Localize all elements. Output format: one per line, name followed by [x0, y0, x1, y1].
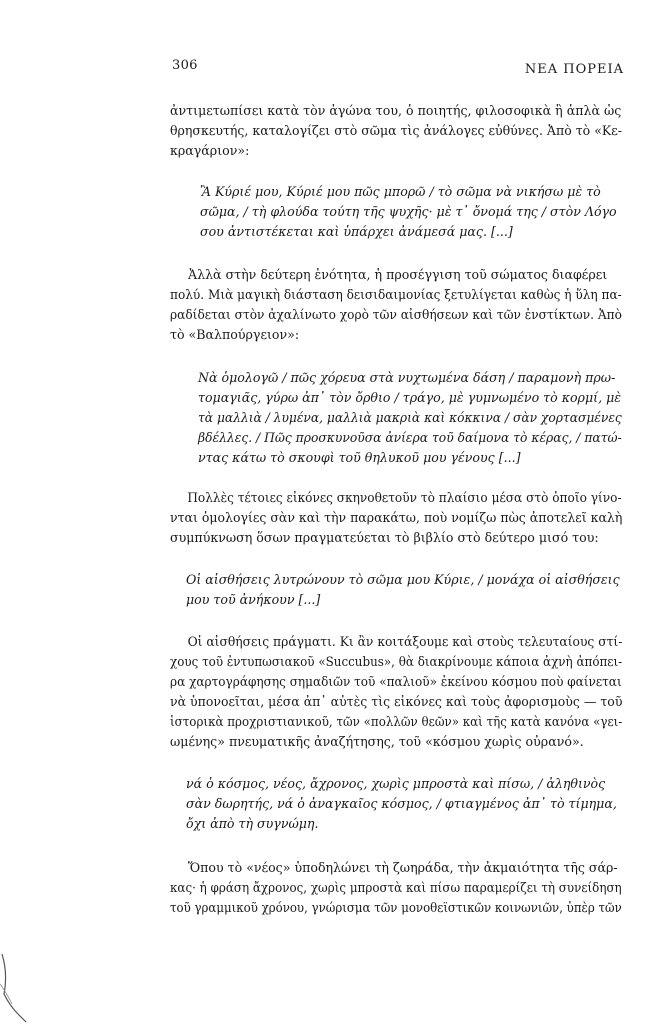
text-line: Ὅπου τὸ «νέος» ὑποδηλώνει τὴ ζωηράδα, τὴν ἀκμαιότητα τῆς σάρ- [188, 860, 618, 875]
verse-line: μου τοῦ ἀνήκουν [...] [186, 592, 321, 607]
verse-line: νά ὁ κόσμος, νέος, ἄχρονος, χωρὶς μπροστὰ καὶ πίσω, / ἀληθινὸς [186, 776, 606, 791]
verse-line: Ἂ Κύριέ μου, Κύριέ μου πῶς μπορῶ / τὸ σῶμα νὰ νικήσω μὲ τὸ [200, 184, 601, 199]
paragraph-2 [170, 265, 622, 345]
paragraph-1 [170, 101, 622, 161]
text-line: ωμένης» πνευματικῆς ἀναζήτησης, τοῦ «κόσμου χωρὶς οὐρανό». [170, 734, 584, 749]
text-line: τοῦ γραμμικοῦ χρόνου, γνώρισμα τῶν μονοθεϊστικῶν κοινωνιῶν, ὑπὲρ τῶν [170, 900, 622, 915]
text-line: τὸ «Βαλπούργειον»: [170, 327, 300, 342]
verse-quote-3 [186, 570, 622, 610]
text-line: ρα χαρτογράφησης σημαδιῶν τοῦ «παλιοῦ» ἐκείνου κόσμου ποὺ φαίνεται [170, 674, 622, 689]
text-line: Πολλὲς τέτοιες εἰκόνες σκηνοθετοῦν τὸ πλαίσιο μέσα στὸ ὁποῖο γίνο- [187, 490, 622, 505]
verse-quote-1 [200, 182, 622, 242]
text-line: κραγάριον»: [170, 143, 250, 158]
text-line: νὰ ὑπονοεῖται, μέσα ἀπ᾿ αὐτὲς τὶς εἰκόνες καὶ τοὺς ἀφορισμοὺς — τοῦ [170, 694, 623, 709]
paragraph-3 [170, 488, 622, 548]
verse-line: Οἱ αἰσθήσεις λυτρώνουν τὸ σῶμα μου Κύριε, / μονάχα οἱ αἰσθήσεις [186, 572, 620, 587]
text-line: νται ὁμολογίες σὰν καὶ τὴν παρακάτω, ποὺ νομίζω πὼς ἀποτελεῖ καλὴ [170, 510, 623, 525]
verse-line: τὰ μαλλιὰ / λυμένα, μαλλιὰ μακριὰ καὶ κόκκινα / σὰν χορτασμένες [198, 410, 622, 425]
running-title: ΝΕΑ ΠΟΡΕΙΑ [524, 62, 624, 77]
verse-line: ὄχι ἀπὸ τὴ συγνώμη. [186, 816, 319, 831]
verse-line: ντας κάτω τὸ σκουφὶ τοῦ θηλυκοῦ μου γένους [...] [198, 450, 521, 465]
text-line: πολύ. Μιὰ μαγικὴ διάσταση δεισιδαιμονίας ξετυλίγεται καθὼς ἡ ὕλη πα- [170, 287, 622, 302]
paragraph-5 [170, 858, 622, 918]
verse-line: τομαγιᾶς, γύρω ἀπ᾿ τὸν ὄρθιο / τράγο, μὲ γυμνωμένο τὸ κορμί, μὲ [198, 390, 622, 405]
verse-line: σὰν δωρητής, νά ὁ ἀναγκαῖος κόσμος, / φτιαγμένος ἀπ᾿ τὸ τίμημα, [186, 796, 617, 811]
text-line: χους τοῦ ἐντυπωσιακοῦ «Succubus», θὰ διακρίνουμε κάποια ἀχνὴ ἀπόπει- [170, 654, 623, 669]
verse-quote-4 [186, 774, 622, 834]
text-line: ἱστορικὰ προχριστιανικοῦ, τῶν «πολλῶν θεῶν» καὶ τῆς κατὰ κανόνα «γει- [170, 714, 623, 729]
verse-line: Νὰ ὁμολογῶ / πῶς χόρευα στὰ νυχτωμένα δάση / παραμονὴ πρω- [198, 370, 616, 385]
text-line: συμπύκνωση ὅσων πραγματεύεται τὸ βιβλίο στὸ δεύτερο μισό του: [170, 530, 599, 545]
text-line: Οἱ αἰσθήσεις πράγματι. Κι ἂν κοιτάξουμε καὶ στοὺς τελευταίους στί- [187, 634, 623, 649]
scan-artifact-mark [0, 944, 40, 1024]
verse-line: σου ἀντιστέκεται καὶ ὑπάρχει ἀνάμεσά μας. [...] [200, 224, 513, 239]
text-line: ἀντιμετωπίσει κατὰ τὸν ἀγώνα του, ὁ ποιητής, φιλοσοφικὰ ἢ ἁπλὰ ὡς [170, 103, 622, 118]
verse-quote-2 [198, 368, 622, 468]
text-line: κας· ἡ φράση ἄχρονος, χωρὶς μπροστὰ καὶ πίσω παραμερίζει τὴ συνείδηση [170, 880, 622, 895]
paragraph-4 [170, 632, 622, 752]
verse-line: σῶμα, / τὴ φλούδα τούτη τῆς ψυχῆς· μὲ τ᾿ ὄνομά της / στὸν Λόγο [200, 204, 617, 219]
text-line: Ἀλλὰ στὴν δεύτερη ἑνότητα, ἡ προσέγγιση τοῦ σώματος διαφέρει [188, 267, 608, 282]
text-line: θρησκευτής, καταλογίζει στὸ σῶμα τὶς ἀνάλογες εὐθύνες. Ἀπὸ τὸ «Κε- [170, 123, 622, 138]
text-line: ραδίδεται στὸν ἀχαλίνωτο χορὸ τῶν αἰσθήσεων καὶ τῶν ἐνστίκτων. Ἀπὸ [170, 307, 622, 322]
verse-line: βδέλλες. / Πῶς προσκυνοῦσα ἀνίερα τοῦ δαίμονα τὸ κέρας, / πατώ- [198, 430, 622, 445]
page-number: 306 [172, 58, 198, 73]
